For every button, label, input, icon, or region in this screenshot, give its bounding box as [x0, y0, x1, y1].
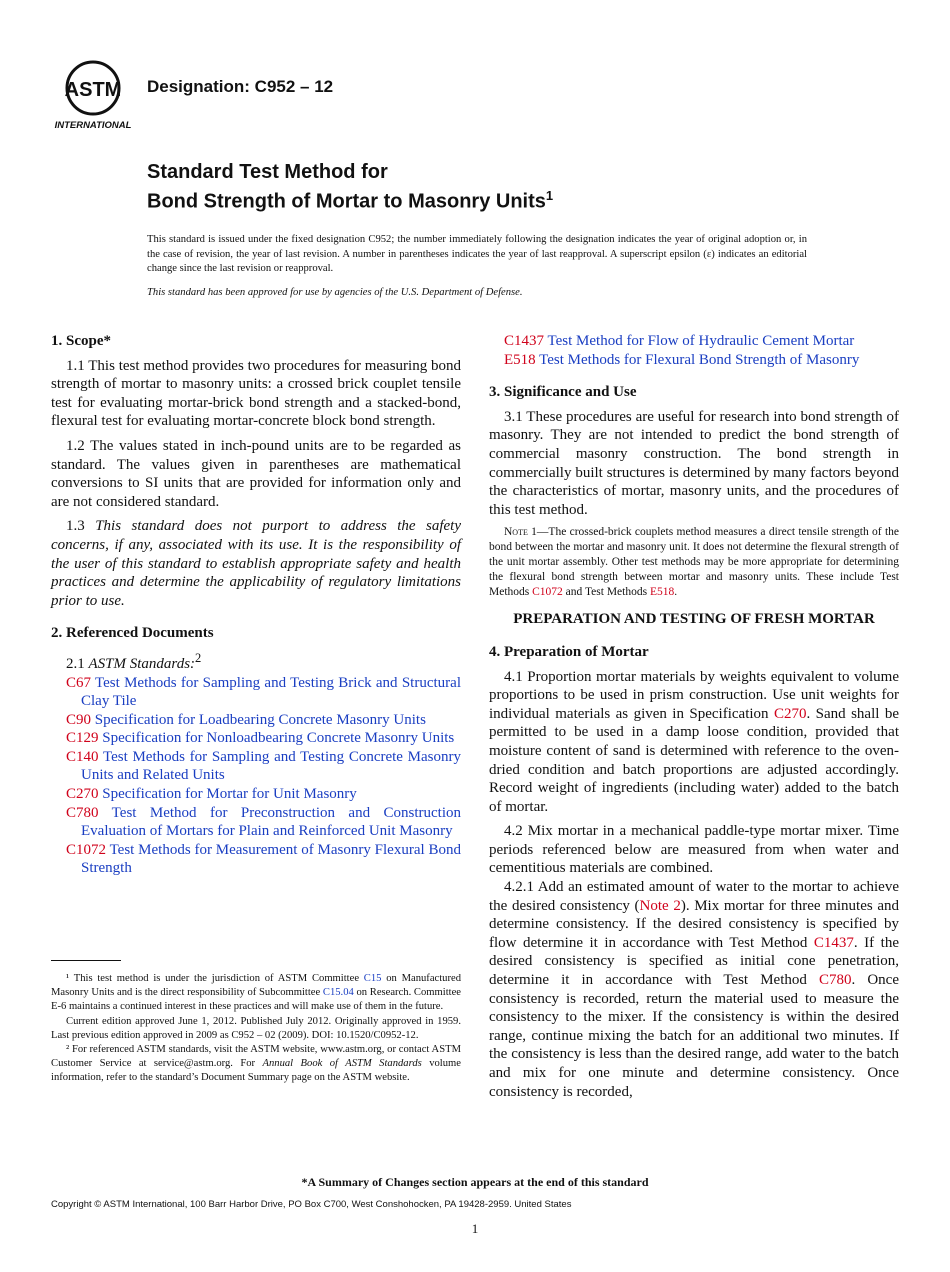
astm-standards-text: ASTM Standards:: [88, 655, 196, 672]
note-1: [489, 525, 899, 600]
note-text: and Test Methods: [562, 586, 650, 599]
ref-code[interactable]: C140: [66, 748, 99, 765]
ref-code[interactable]: C1072: [66, 841, 107, 858]
ref-code[interactable]: C129: [66, 730, 99, 747]
ref-title-link[interactable]: Test Methods for Measurement of Masonry Flexural Bond Strength: [81, 841, 461, 877]
astm-standards-label: [51, 649, 461, 674]
issued-notice: This standard is issued under the fixed designation C952; the number immediately following the designation indicates the year of original adoption or, in the case of revision, the year of last revision. A number in parentheses indicates the year of last reapproval. A superscript epsilon (ε) indicates an editorial change since the last revision or reapproval.: [147, 234, 807, 274]
note-text: .: [674, 586, 678, 599]
footnote-divider: [51, 960, 121, 961]
title-line-2: [147, 184, 553, 214]
paragraph-text: 4.2.1 Add an estimated amount of water to the mortar to achieve the desired consistency (: [489, 879, 899, 914]
paragraph-text: . Once consistency is recorded, return the material used to measure the consistency to the mixer. If the consistency is within the desired range, continue mixing the batch for an additional two minutes. If the consistency is less than the desired range, add water to the batch and mix for one minute and determine consistency. Once consistency is recorded,: [489, 972, 899, 1100]
note-text: —The crossed-brick couplets method measures a direct tensile strength of the bond between the mortar and masonry unit. It does not determine the flexural strength of the unit mortar assembly. Other test methods may be more appropriate for determining the flexural bond strength between mortar and masonry units. These include Test Methods: [489, 526, 899, 599]
note-label: Note 1: [504, 526, 537, 539]
left-column: [51, 332, 461, 878]
paragraph-number: 1.3: [66, 518, 96, 535]
ref-title-link[interactable]: Test Method for Flow of Hydraulic Cement Mortar: [547, 333, 855, 349]
ref-item-c270[interactable]: [51, 785, 461, 804]
footnote-text: volume information, refer to the standard’s Document Summary page on the ASTM website.: [51, 1058, 461, 1084]
paragraph-4-1: [489, 668, 899, 817]
ref-item-c780[interactable]: [51, 804, 461, 841]
c780-link[interactable]: C780: [818, 972, 852, 989]
subcommittee-c1504-link[interactable]: C15.04: [322, 987, 354, 999]
paragraph-text: . Sand shall be permitted to be used in a damp loose condition, provided that moisture content of sand is determined with reference to the oven-dried condition and batch proportions are adjusted accordingly. Record weight of ingredients (including water) added to the batch of mortar.: [489, 705, 899, 815]
ref-title-link[interactable]: Specification for Loadbearing Concrete Masonry Units: [94, 711, 426, 728]
scope-heading: 1. Scope*: [51, 333, 111, 349]
ref-title-link[interactable]: Test Method for Preconstruction and Construction Evaluation of Mortars for Plain and Reinforced Unit Masonry: [81, 804, 461, 840]
dod-approval-notice: This standard has been approved for use by agencies of the U.S. Department of Defense.: [147, 287, 523, 298]
footnote-text: on Manufactured Masonry Units and is the direct responsibility of Subcommittee: [51, 973, 461, 999]
ref-title-link[interactable]: Specification for Mortar for Unit Masonry: [102, 786, 357, 803]
ref-title-link[interactable]: Test Methods for Sampling and Testing Brick and Structural Clay Tile: [81, 674, 461, 710]
footnote-text: on Research. Committee E-6 maintains a continued interest in these practices and will make use of them in the future.: [51, 987, 461, 1013]
safety-statement: This standard does not purport to address the safety concerns, if any, associated with its use. It is the responsibility of the user of this standard to establish appropriate safety and health practices and determine the applicability of regulatory limitations prior to use.: [51, 518, 462, 609]
annual-book-title: Annual Book of ASTM Standards: [262, 1058, 422, 1070]
ref-title-link[interactable]: Test Methods for Sampling and Testing Concrete Masonry Units and Related Units: [81, 748, 462, 784]
ref-item-e518[interactable]: [489, 351, 899, 370]
paragraph-4-2-1: [489, 878, 899, 1101]
paragraph-text: 4.1 Proportion mortar materials by weights equivalent to volume proportions to be used in prism construction. Use unit weights for individual materials as given in Specification: [489, 668, 899, 722]
copyright-line: Copyright © ASTM International, 100 Barr Harbor Drive, PO Box C700, West Conshohocken, PA 19428-2959. United States: [51, 1199, 572, 1210]
footnotes: [51, 972, 461, 1086]
ref-title-link[interactable]: Specification for Nonloadbearing Concrete Masonry Units: [102, 730, 455, 747]
page-number: 1: [471, 1221, 479, 1236]
footnote-1: [51, 972, 461, 1015]
paragraph-text: ). Mix mortar for three minutes and determine consistency. If the desired consistency is specified by flow determine it in accordance with Test Method: [489, 897, 899, 951]
preparation-heading: 4. Preparation of Mortar: [489, 643, 649, 660]
ref-item-c1072[interactable]: [51, 841, 461, 878]
ref-item-c140[interactable]: [51, 748, 461, 785]
ref-item-c90[interactable]: [51, 711, 461, 730]
designation: Designation: C952 – 12: [147, 77, 334, 96]
footnote-text: ² For referenced ASTM standards, visit the ASTM website, www.astm.org, or contact ASTM Customer Service at service@astm.org. For: [51, 1044, 461, 1070]
referenced-documents-heading: 2. Referenced Documents: [51, 625, 214, 642]
committee-c15-link[interactable]: C15: [363, 973, 382, 984]
preparation-testing-heading: PREPARATION AND TESTING OF FRESH MORTAR: [513, 611, 875, 628]
ref-item-c1437[interactable]: [489, 332, 899, 351]
paragraph-number: 2.1: [66, 655, 89, 672]
paragraph-3-1: 3.1 These procedures are useful for research into bond strength of masonry. They are not intended to predict the bond strength of commercial masonry construction. The bond strength in commercially built structures is determined by many factors beyond the characteristics of mortar, masonry units, and the procedures of this test method.: [489, 408, 899, 518]
right-column: [489, 332, 899, 1107]
footnote-2: [51, 1043, 461, 1086]
astm-logo: [52, 58, 134, 132]
c270-link[interactable]: C270: [773, 705, 807, 722]
paragraph-1-2: 1.2 The values stated in inch-pound units are to be regarded as standard. The values given in parentheses are mathematical conversions to SI units that are provided for information only and are not considered standard.: [51, 437, 461, 510]
ref-code[interactable]: C67: [66, 674, 92, 691]
paragraph-1-3: [51, 517, 461, 610]
c1437-link[interactable]: C1437: [813, 934, 854, 951]
note-e518-link[interactable]: E518: [649, 586, 675, 599]
ref-title-link[interactable]: Test Methods for Flexural Bond Strength of Masonry: [539, 351, 860, 368]
ref-code[interactable]: C780: [66, 804, 99, 821]
ref-code[interactable]: C1437: [504, 333, 545, 349]
ref-item-c67[interactable]: [51, 674, 461, 711]
ref-code[interactable]: C270: [66, 786, 99, 803]
footnote-mark-2: 2: [195, 650, 202, 665]
footnote-text: ¹ This test method is under the jurisdiction of ASTM Committee: [66, 973, 364, 984]
ref-code[interactable]: C90: [66, 711, 92, 728]
paragraph-4-2: 4.2 Mix mortar in a mechanical paddle-type mortar mixer. Time periods referenced below are measured from when water and cementitious materials are combined.: [489, 823, 899, 877]
logo-text: ASTM: [64, 79, 122, 101]
note-2-link[interactable]: Note 2: [639, 897, 681, 914]
footnote-current-edition: Current edition approved June 1, 2012. Published July 2012. Originally approved in 1959. Last previous edition approved in 2009 as C952 – 02 (2009). DOI: 10.1520/C0952-12.: [51, 1015, 461, 1041]
title-line-1: Standard Test Method for: [147, 161, 388, 183]
logo-subtext: INTERNATIONAL: [54, 120, 132, 131]
document-title: [147, 160, 553, 214]
note-c1072-link[interactable]: C1072: [532, 586, 563, 599]
significance-heading: 3. Significance and Use: [489, 384, 637, 401]
summary-of-changes-notice: *A Summary of Changes section appears at the end of this standard: [301, 1175, 649, 1189]
title-text: Bond Strength of Mortar to Masonry Units: [147, 190, 546, 213]
title-footnote-mark: 1: [545, 188, 554, 203]
ref-code[interactable]: E518: [504, 351, 536, 368]
paragraph-1-1: 1.1 This test method provides two procedures for measuring bond strength of mortar to masonry units: a crossed brick couplet tensile test for evaluating mortar-brick bond strength and a stacked-bond, flexural test for evaluating mortar-concrete block bond strength.: [51, 357, 461, 430]
paragraph-text: . If the desired consistency is specified as initial cone penetration, determine it in accordance with Test Method: [489, 934, 899, 989]
ref-item-c129[interactable]: [51, 729, 461, 748]
